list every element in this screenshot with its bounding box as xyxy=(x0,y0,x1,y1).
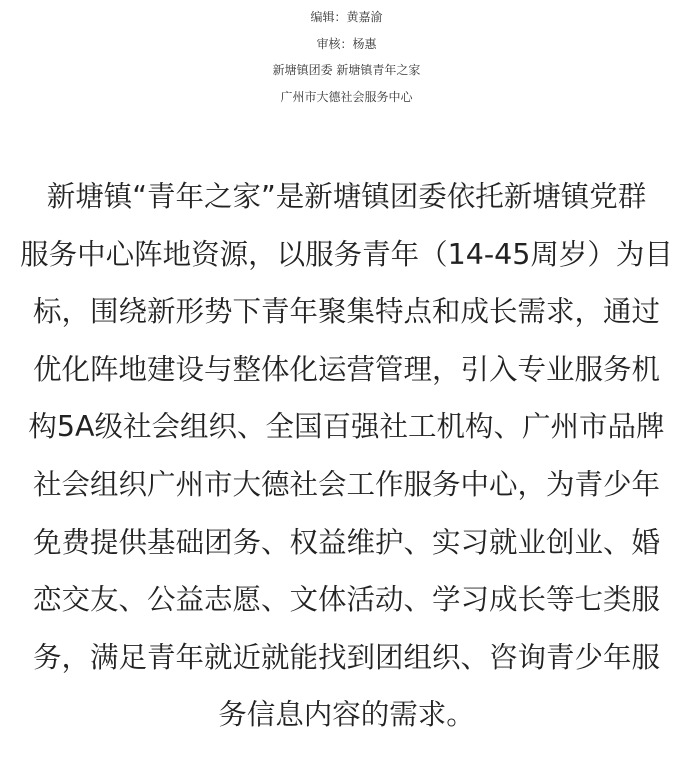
editor-credit: 编辑：黄嘉渝 xyxy=(310,10,383,24)
paragraph-line: 务，满足青年就近就能找到团组织、咨询青少年服 xyxy=(32,640,660,674)
credits-block xyxy=(0,8,693,114)
paragraph-line: 恋交友、公益志愿、文体活动、学习成长等七类服 xyxy=(32,583,660,617)
reviewer-credit: 审核：杨惠 xyxy=(316,36,377,51)
paragraph-line: 社会组织广州市大德社会工作服务中心，为青少年 xyxy=(32,467,660,501)
service-center-credit: 广州市大德社会服务中心 xyxy=(280,89,413,104)
article-paragraph xyxy=(8,168,685,744)
paragraph-line: 免费提供基础团务、权益维护、实习就业创业、婚 xyxy=(32,525,660,559)
paragraph-line: 务信息内容的需求。 xyxy=(218,698,475,732)
paragraph-line: 构5A级社会组织、全国百强社工机构、广州市品牌 xyxy=(28,410,665,444)
paragraph-line: 服务中心阵地资源，以服务青年（14-45周岁）为目 xyxy=(20,237,673,271)
paragraph-line: 新塘镇“青年之家”是新塘镇团委依托新塘镇党群 xyxy=(46,180,647,213)
paragraph-line: 标，围绕新形势下青年聚集特点和成长需求，通过 xyxy=(32,295,660,329)
organizers-credit: 新塘镇团委 新塘镇青年之家 xyxy=(272,63,421,77)
paragraph-line: 优化阵地建设与整体化运营管理，引入专业服务机 xyxy=(32,352,660,386)
